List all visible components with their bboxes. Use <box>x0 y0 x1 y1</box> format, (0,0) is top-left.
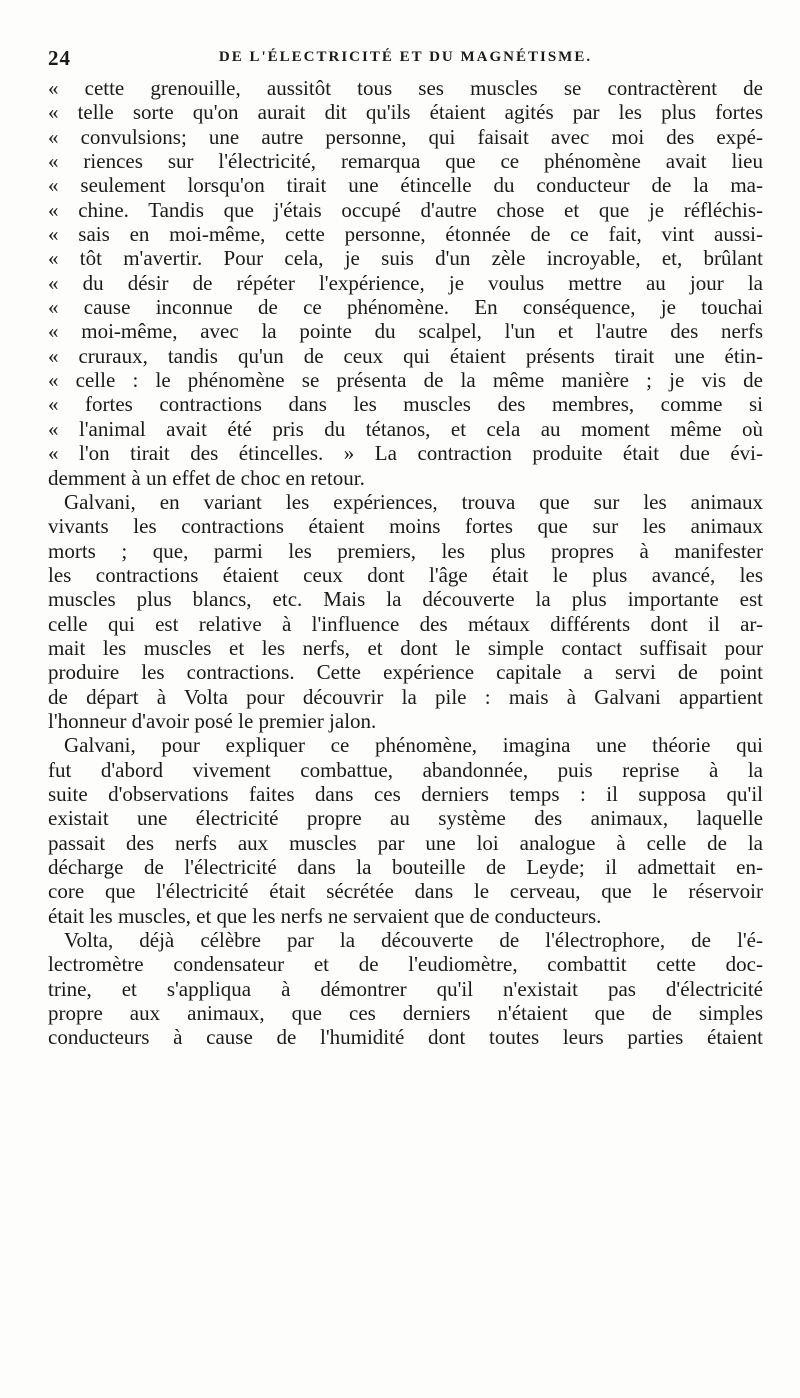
text-line: « moi-même, avec la pointe du scalpel, l'un et l'autre des nerfs <box>48 319 763 344</box>
text-line: de départ à Volta pour découvrir la pile : mais à Galvani appartient <box>48 684 763 709</box>
paragraph-start-line: Galvani, en variant les expériences, trouva que sur les animaux <box>64 489 763 514</box>
paragraph-end-line: demment à un effet de choc en retour. <box>48 465 365 490</box>
paragraph-start-line: Galvani, pour expliquer ce phénomène, imagina une théorie qui <box>64 733 763 758</box>
text-line: décharge de l'électricité dans la bouteille de Leyde; il admettait en- <box>48 855 763 879</box>
text-line: suite d'observations faites dans ces derniers temps : il supposa qu'il <box>48 781 763 806</box>
page-number: 24 <box>48 46 71 70</box>
text-line: « riences sur l'électricité, remarqua que ce phénomène avait lieu <box>48 149 763 174</box>
text-line: muscles plus blancs, etc. Mais la découverte la plus importante est <box>48 587 763 612</box>
text-line: « du désir de répéter l'expérience, je voulus mettre au jour la <box>48 270 763 295</box>
text-line: « tôt m'avertir. Pour cela, je suis d'un zèle incroyable, et, brûlant <box>48 246 763 271</box>
paragraph-end-line: l'honneur d'avoir posé le premier jalon. <box>48 708 377 733</box>
text-line: existait une électricité propre au système des animaux, laquelle <box>48 806 763 831</box>
text-line: « sais en moi-même, cette personne, étonnée de ce fait, vint aussi- <box>48 222 763 247</box>
text-line: conducteurs à cause de l'humidité dont toutes leurs parties étaient <box>48 1025 763 1050</box>
text-line: « convulsions; une autre personne, qui faisait avec moi des expé- <box>48 124 763 149</box>
text-line: « fortes contractions dans les muscles des membres, comme si <box>48 392 763 417</box>
text-line: « seulement lorsqu'on tirait une étincelle du conducteur de la ma- <box>48 173 763 198</box>
text-line: « cruraux, tandis qu'un de ceux qui étaient présents tirait une étin- <box>48 343 763 368</box>
text-line: trine, et s'appliqua à démontrer qu'il n'existait pas d'électricité <box>48 976 763 1001</box>
text-line: « cause inconnue de ce phénomène. En conséquence, je touchai <box>48 295 763 320</box>
paragraph-start-line: Volta, déjà célèbre par la découverte de l'électrophore, de l'é- <box>64 928 763 953</box>
text-line: fut d'abord vivement combattue, abandonnée, puis reprise à la <box>48 757 763 782</box>
text-line: vivants les contractions étaient moins fortes que sur les animaux <box>48 514 763 539</box>
text-line: « telle sorte qu'on aurait dit qu'ils étaient agités par les plus fortes <box>48 100 763 125</box>
text-line: les contractions étaient ceux dont l'âge était le plus avancé, les <box>48 562 763 587</box>
text-line: mait les muscles et les nerfs, et dont le simple contact suffisait pour <box>48 635 763 660</box>
text-line: « cette grenouille, aussitôt tous ses muscles se contractèrent de <box>48 76 763 100</box>
page-header <box>48 46 763 72</box>
text-line: celle qui est relative à l'influence des métaux différents dont il ar- <box>48 611 763 636</box>
text-line: « celle : le phénomène se présenta de la même manière ; je vis de <box>48 368 763 393</box>
body-text <box>48 76 763 1050</box>
text-line: morts ; que, parmi les premiers, les plus propres à manifester <box>48 538 763 563</box>
text-line: « l'on tirait des étincelles. » La contraction produite était due évi- <box>48 441 763 466</box>
text-line: produire les contractions. Cette expérience capitale a servi de point <box>48 660 763 685</box>
text-line: passait des nerfs aux muscles par une loi analogue à celle de la <box>48 830 763 855</box>
text-line: propre aux animaux, que ces derniers n'étaient que de simples <box>48 1001 763 1026</box>
text-line: « l'animal avait été pris du tétanos, et cela au moment même où <box>48 416 763 441</box>
text-line: core que l'électricité était sécrétée dans le cerveau, que le réservoir <box>48 879 763 904</box>
running-title: DE L'ÉLECTRICITÉ ET DU MAGNÉTISME. <box>218 49 593 65</box>
text-line: « chine. Tandis que j'étais occupé d'autre chose et que je réfléchis- <box>48 197 763 222</box>
text-line: lectromètre condensateur et de l'eudiomètre, combattit cette doc- <box>48 952 763 977</box>
paragraph-end-line: était les muscles, et que les nerfs ne servaient que de conducteurs. <box>48 903 602 928</box>
